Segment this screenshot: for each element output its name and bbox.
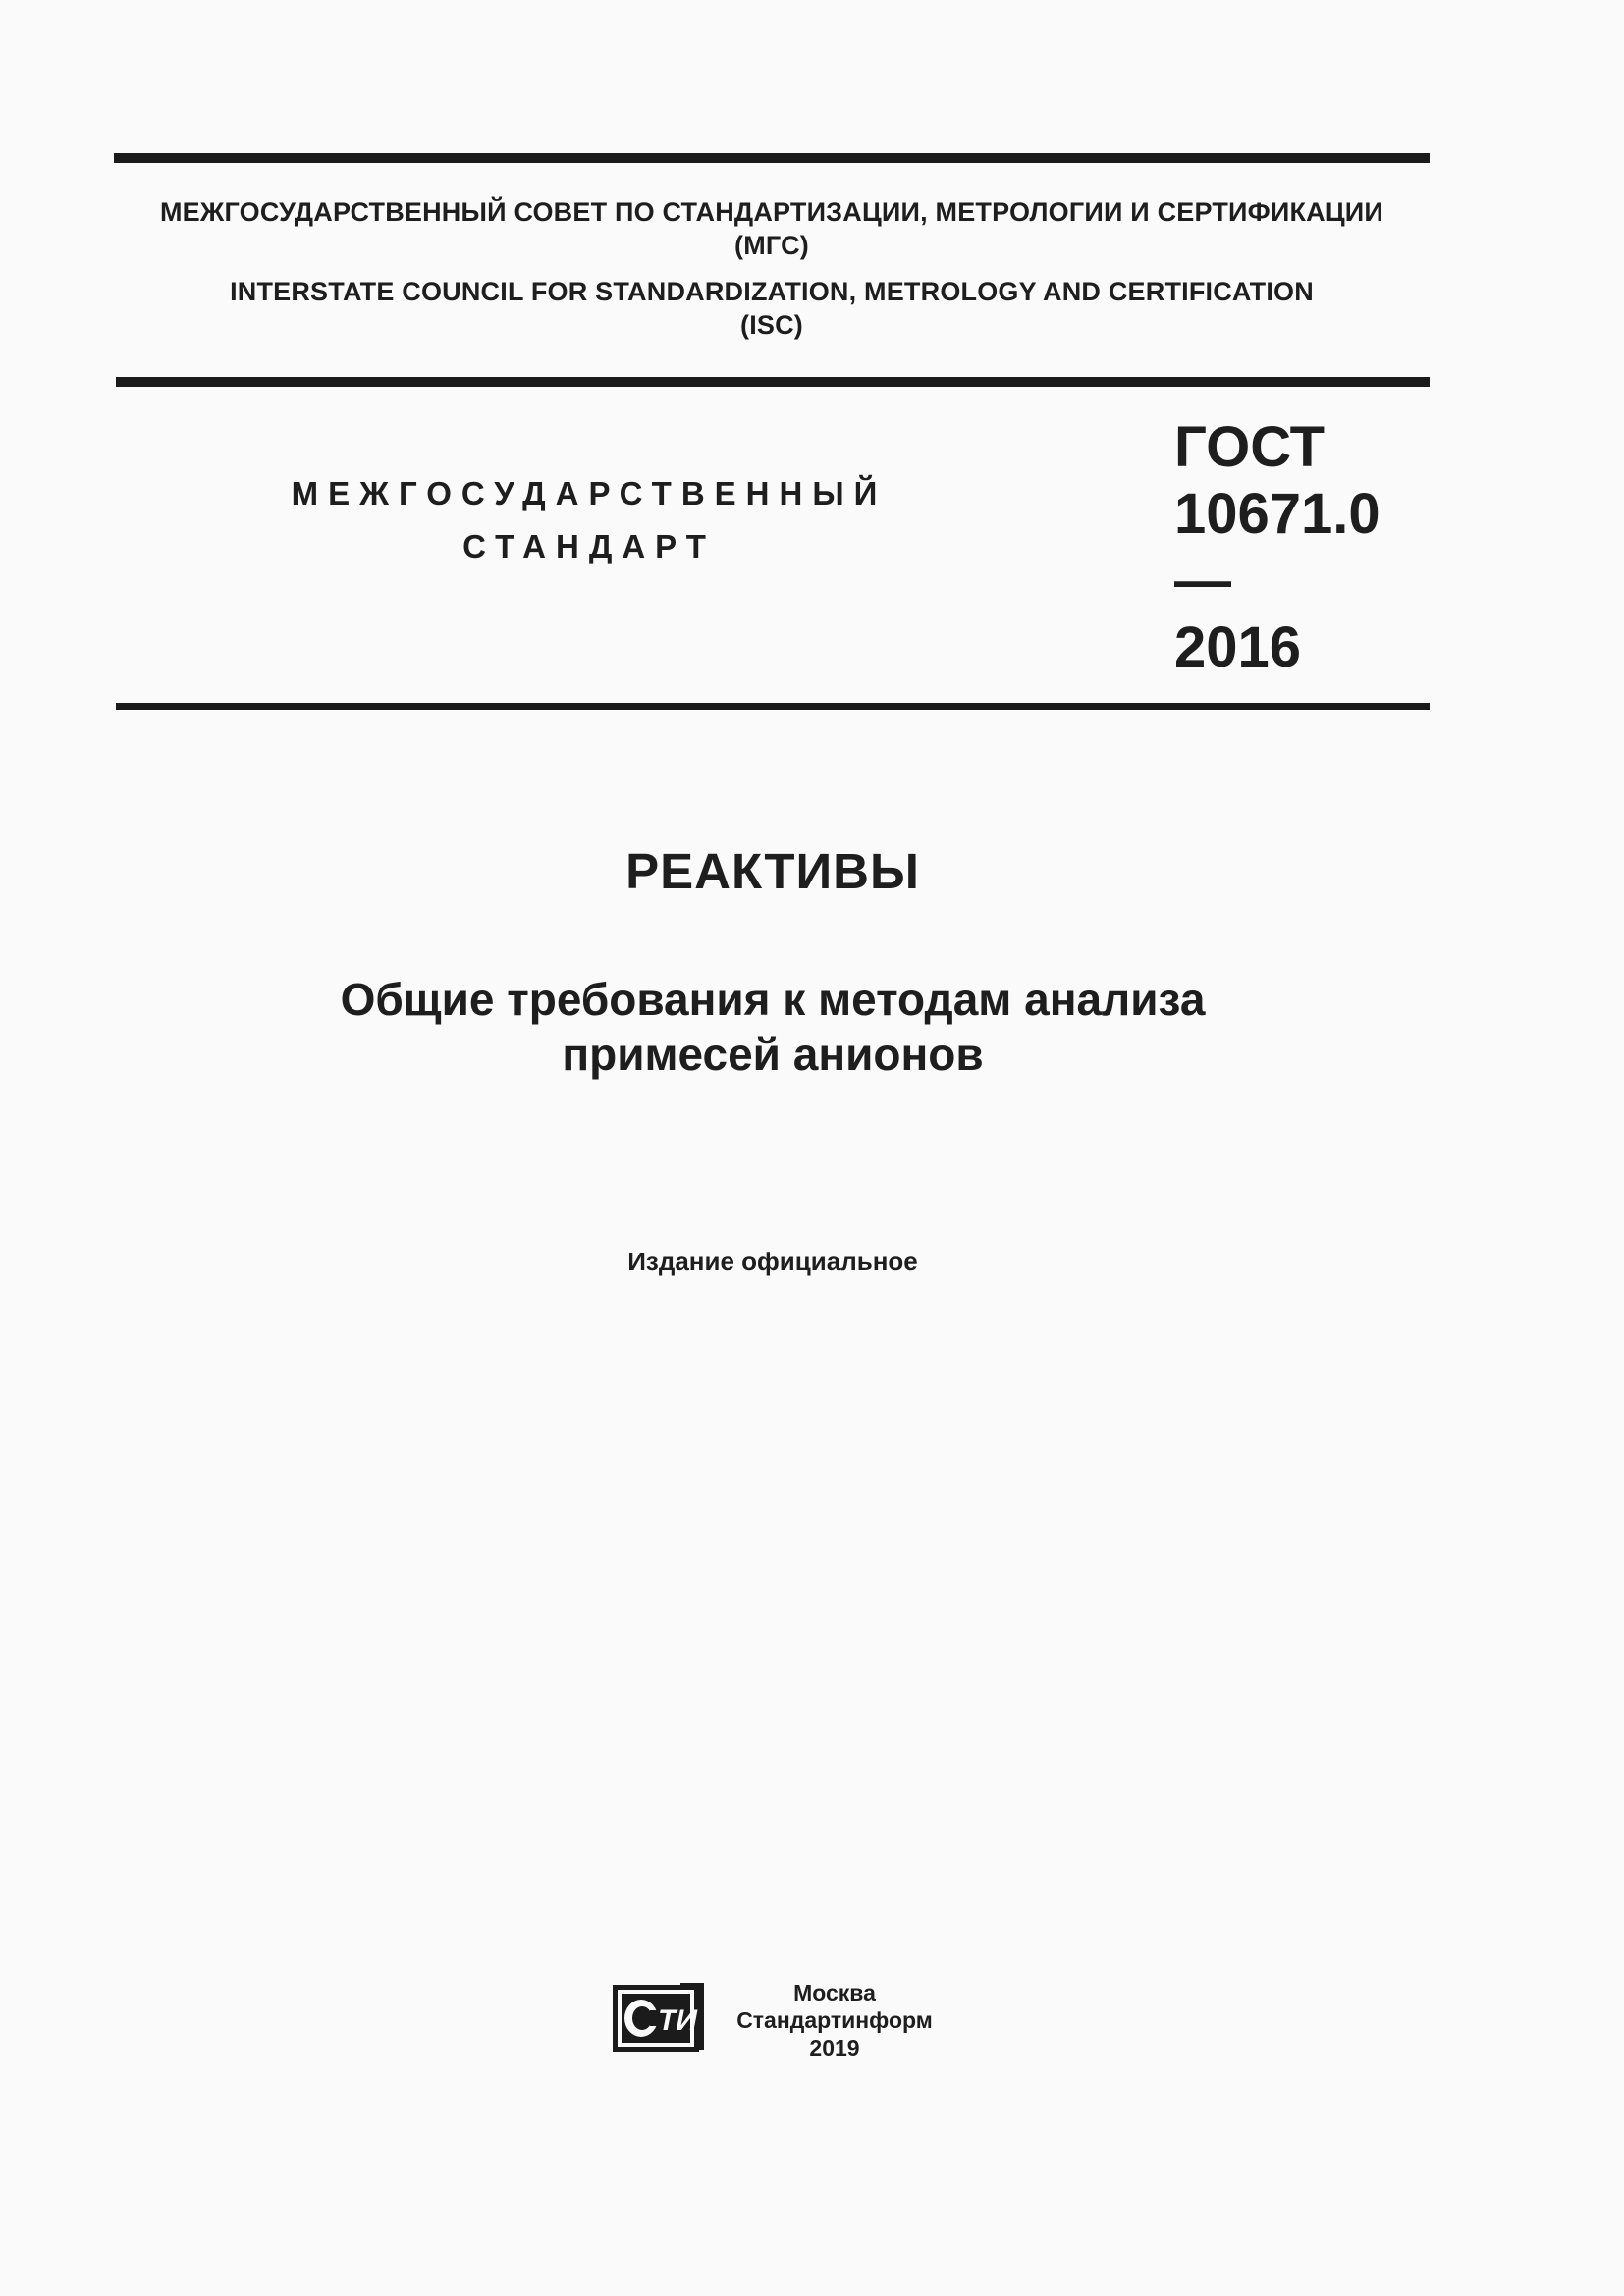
gost-number: 10671.0— [1174, 482, 1380, 613]
council-header [114, 195, 1430, 342]
header-bottom-rule [116, 377, 1430, 387]
publisher-logo [612, 1981, 706, 2054]
logo-letters: ТИ [658, 2004, 697, 2037]
subtitle-line1: Общие требования к методам анализа [340, 974, 1206, 1025]
council-name-ru: МЕЖГОСУДАРСТВЕННЫЙ СОВЕТ ПО СТАНДАРТИЗАЦИИ, МЕТРОЛОГИИ И СЕРТИФИКАЦИИ [159, 197, 1384, 227]
council-abbr-en: (ISC) [740, 310, 803, 340]
publisher-year: 2019 [809, 2035, 860, 2060]
council-name-en: INTERSTATE COUNCIL FOR STANDARDIZATION, METROLOGY AND CERTIFICATION [230, 277, 1314, 306]
standard-kind-line2: СТАНДАРТ [462, 528, 716, 564]
standard-kind-line1: МЕЖГОСУДАРСТВЕННЫЙ [291, 475, 888, 511]
standartinform-logo-icon [612, 1981, 706, 2054]
gost-year: 2016 [1174, 615, 1302, 679]
gost-label: ГОСТ [1174, 415, 1326, 479]
document-title: РЕАКТИВЫ [625, 843, 920, 899]
standard-kind [285, 467, 893, 573]
subtitle-line2: примесей анионов [562, 1029, 984, 1080]
publisher-name: Стандартинформ [736, 2007, 933, 2033]
document-subtitle [0, 972, 1545, 1082]
edition-label: Издание официальное [627, 1247, 918, 1276]
designation-bottom-rule [116, 703, 1430, 710]
council-abbr-ru: (МГС) [734, 231, 809, 260]
gost-designation [1174, 414, 1430, 681]
top-rule [114, 153, 1430, 163]
publisher-info [717, 1979, 952, 2061]
publisher-city: Москва [793, 1980, 876, 2005]
